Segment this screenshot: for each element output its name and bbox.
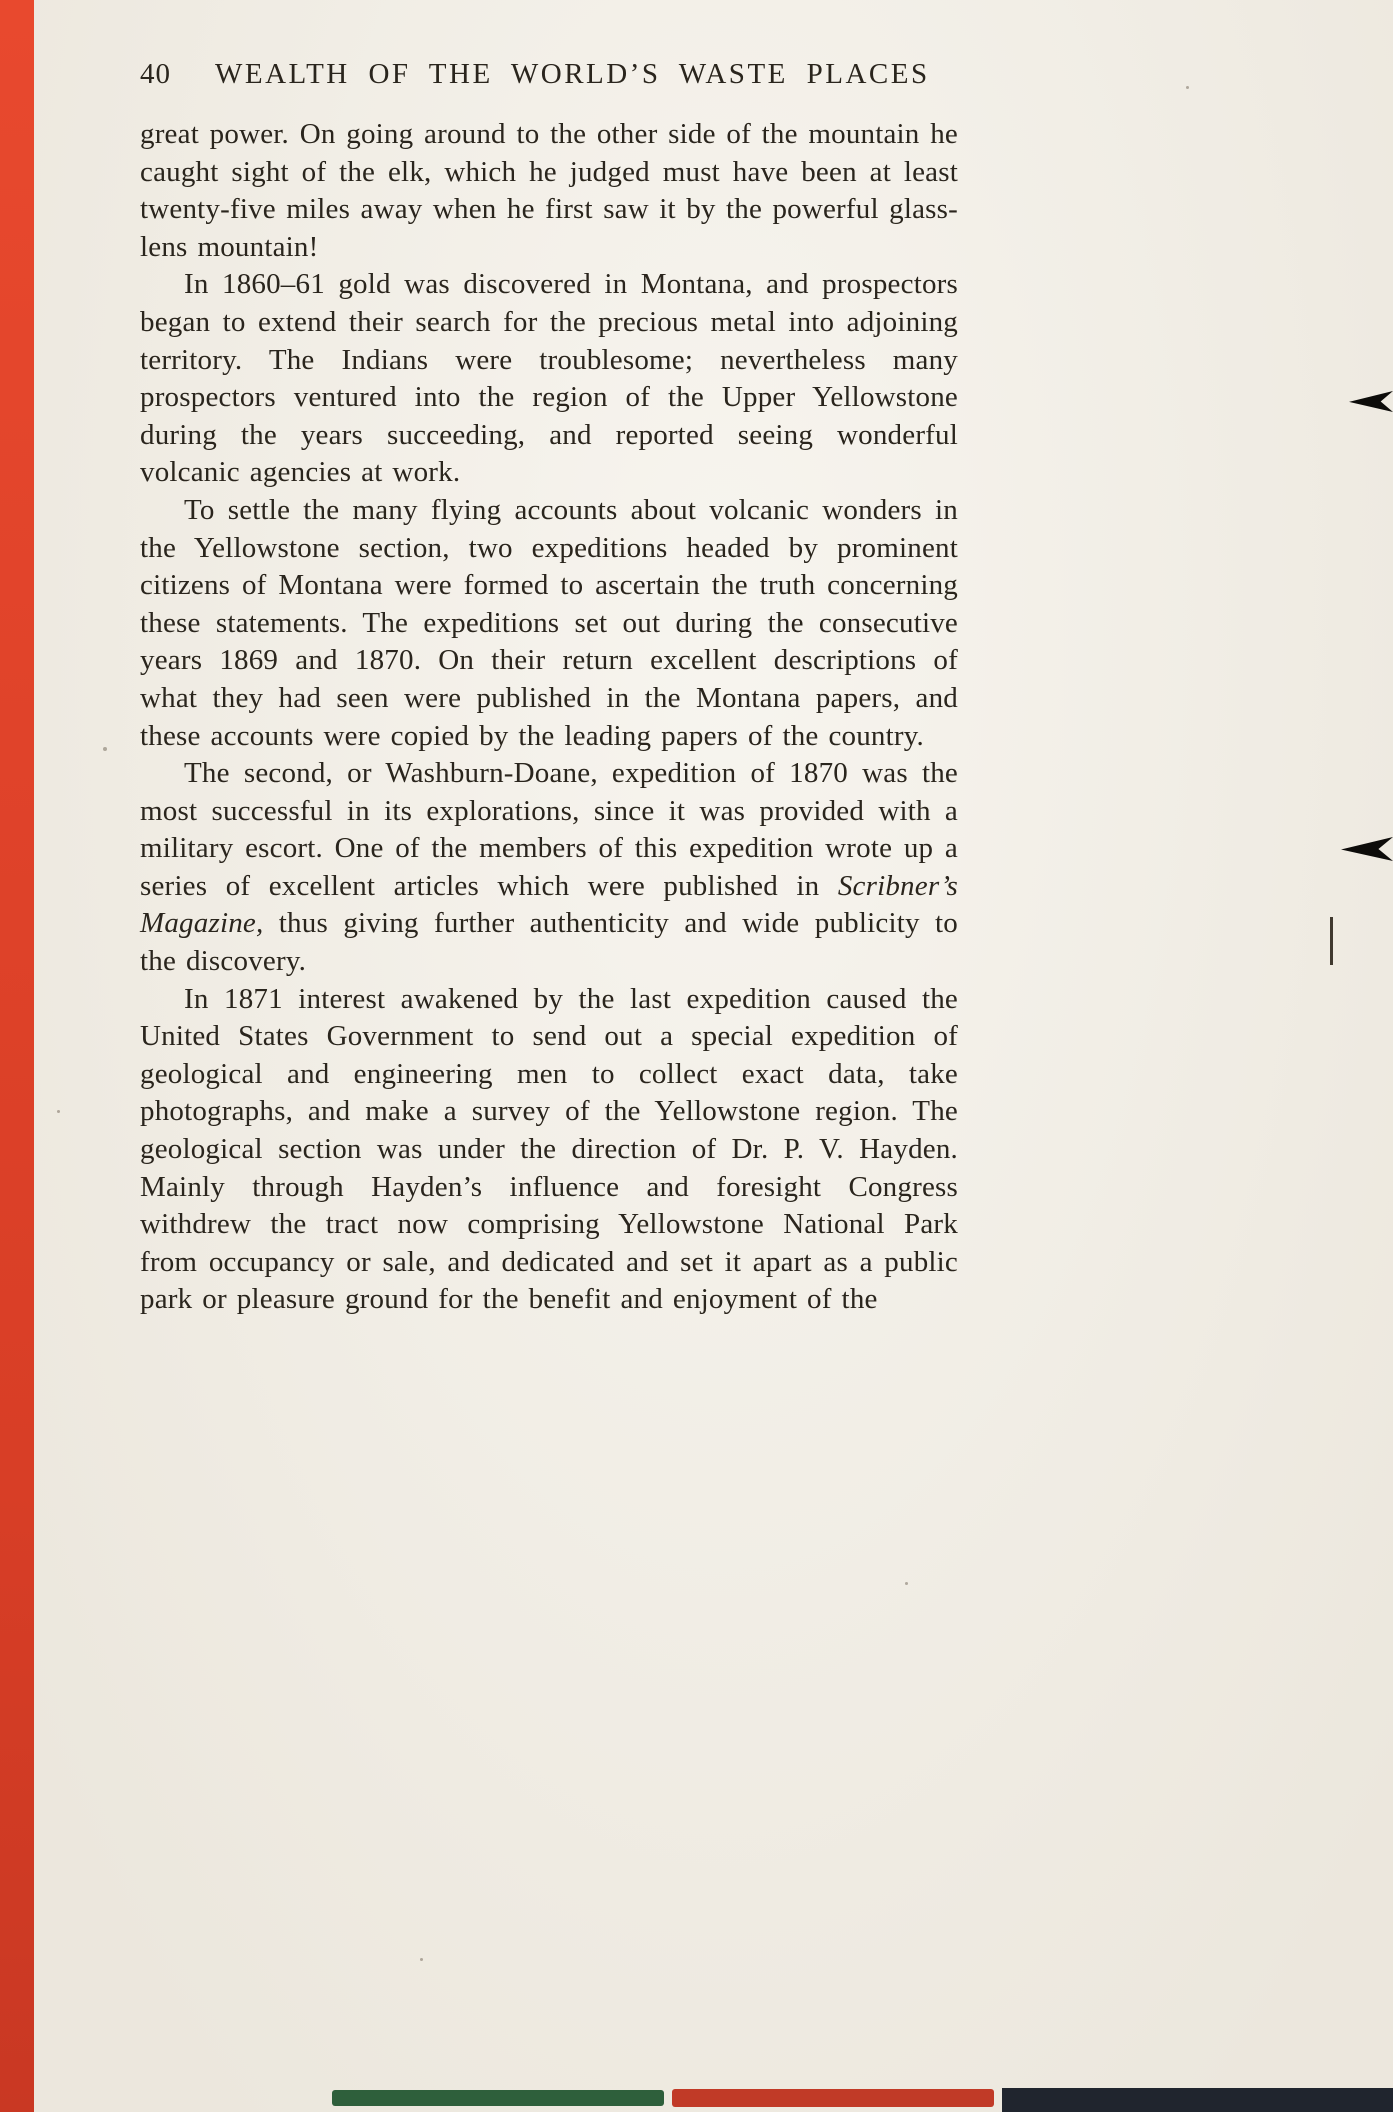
book-edge-bottom-red xyxy=(672,2089,994,2107)
scan-speck xyxy=(420,1958,423,1961)
scan-speck xyxy=(905,1582,908,1585)
paragraph-hayden-survey: In 1871 interest awakened by the last expedition caused the United States Government to send out a special expedition of geological and engineering men to collect exact data, take photographs, and make a survey of the Yellowstone region. The geological section was under the direction of Dr. P. V. Hayden. Mainly through Hayden’s influence and foresight Congress withdrew the tract now comprising Yellowstone National Park from occupancy or sale, and dedicated and set it apart as a public park or pleasure ground for the benefit and enjoyment of the xyxy=(140,982,958,1316)
paragraph-continuation: great power. On going around to the other side of the mountain he caught sight of the elk, which he judged must have been at least twenty-five miles away when he first saw it by the powerful glass-lens mountain! xyxy=(140,118,958,263)
ink-mark-lower xyxy=(1341,837,1393,861)
stray-line-mark xyxy=(1330,917,1333,965)
running-head xyxy=(140,58,960,91)
scan-speck xyxy=(103,747,107,751)
book-edge-bottom-green xyxy=(332,2090,664,2106)
running-title: WEALTH OF THE WORLD’S WASTE PLACES xyxy=(215,58,930,90)
paragraph-washburn-doane xyxy=(140,755,958,981)
ink-mark-upper xyxy=(1349,391,1393,412)
paragraph-washburn-doane-text: The second, or Washburn-Doane, expedition of 1870 was the most successful in its explorations, since it was provided with a military escort. One of the members of this expedition wrote up a series of excellent articles which were published in xyxy=(140,757,958,902)
book-edge-left-red xyxy=(0,0,34,2112)
paragraph-expeditions: To settle the many flying accounts about volcanic wonders in the Yellowstone section, two expeditions headed by prominent citizens of Montana were formed to ascertain the truth concerning these statements. The expeditions set out during the consecutive years 1869 and 1870. On their return excellent descriptions of what they had seen were published in the Montana papers, and these accounts were copied by the leading papers of the country. xyxy=(140,493,958,752)
body-text xyxy=(140,116,958,1319)
page-number: 40 xyxy=(140,58,171,90)
scan-speck xyxy=(57,1110,60,1113)
book-edge-bottom-dark xyxy=(1002,2088,1393,2112)
scan-speck xyxy=(1186,86,1189,89)
paragraph-gold-discovery: In 1860–61 gold was discovered in Montana, and prospectors began to extend their search for the precious metal into adjoining territory. The Indians were troublesome; nevertheless many prospectors ventured into the region of the Upper Yellowstone during the years succeeding, and reported seeing wonderful volcanic agencies at work. xyxy=(140,268,958,489)
magazine-title-italic: Scribner’s Magazine, xyxy=(140,869,958,940)
paragraph-washburn-doane-text-after: thus giving further authenticity and wide publicity to the discovery. xyxy=(140,907,958,978)
